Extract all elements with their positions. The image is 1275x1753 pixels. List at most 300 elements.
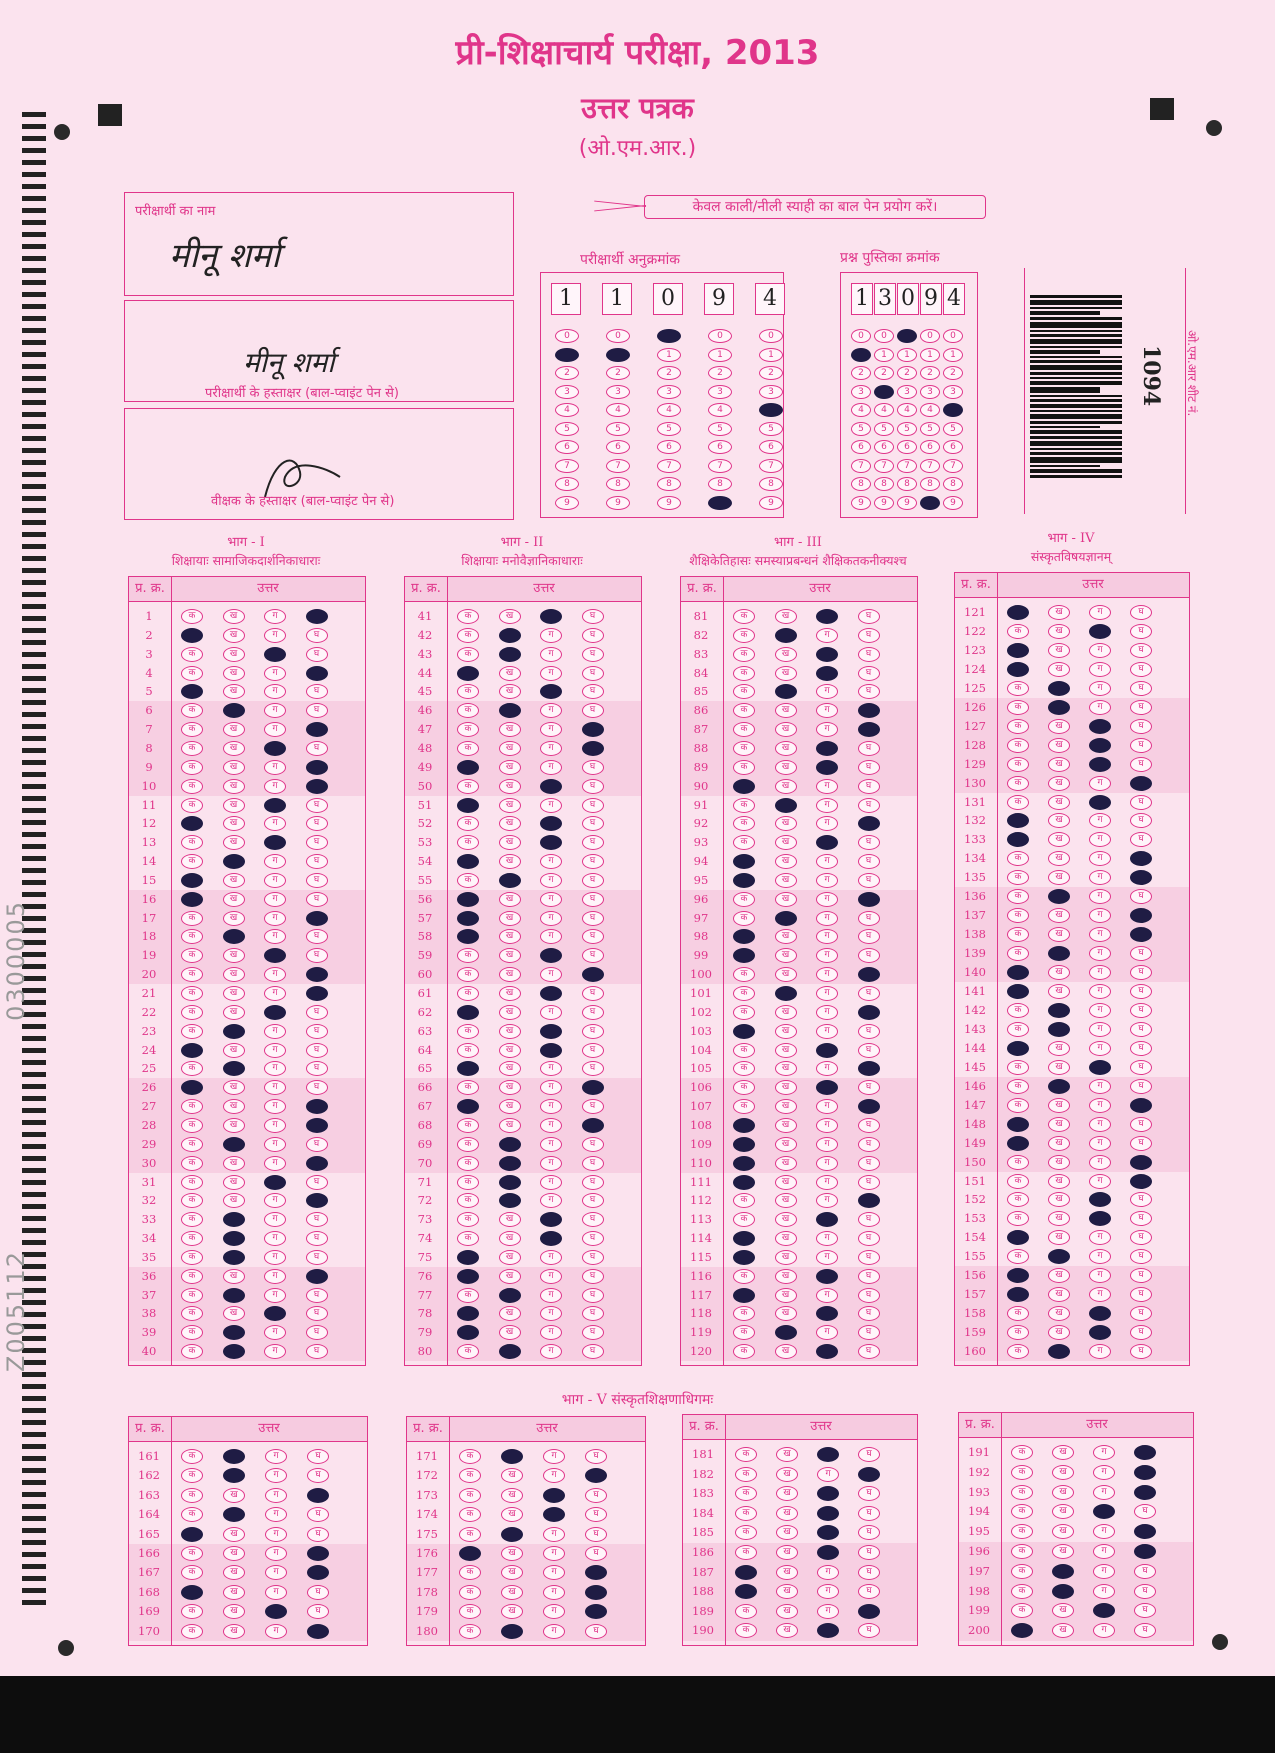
option-bubble[interactable] xyxy=(181,816,203,831)
option-bubble[interactable]: ख xyxy=(1048,1174,1070,1189)
option-bubble[interactable]: ख xyxy=(223,647,245,662)
option-bubble[interactable]: घ xyxy=(306,1175,328,1190)
option-bubble[interactable] xyxy=(223,1325,245,1340)
option-bubble[interactable]: घ xyxy=(1134,1584,1156,1599)
option-bubble[interactable]: ग xyxy=(816,1137,838,1152)
option-bubble[interactable]: क xyxy=(733,760,755,775)
option-bubble[interactable]: ग xyxy=(1093,1564,1115,1579)
option-bubble[interactable]: ख xyxy=(1048,1155,1070,1170)
option-bubble[interactable]: ख xyxy=(1048,1192,1070,1207)
option-bubble[interactable] xyxy=(582,722,604,737)
option-bubble[interactable]: घ xyxy=(582,666,604,681)
option-bubble[interactable]: ग xyxy=(1089,643,1111,658)
option-bubble[interactable]: क xyxy=(181,1449,203,1464)
option-bubble[interactable]: क xyxy=(181,1488,203,1503)
option-bubble[interactable] xyxy=(1134,1445,1156,1460)
option-bubble[interactable] xyxy=(1048,1344,1070,1359)
option-bubble[interactable] xyxy=(306,1193,328,1208)
option-bubble[interactable]: घ xyxy=(585,1527,607,1542)
option-bubble[interactable] xyxy=(499,873,521,888)
option-bubble[interactable]: ग xyxy=(1093,1623,1115,1638)
option-bubble[interactable]: क xyxy=(181,929,203,944)
option-bubble[interactable]: घ xyxy=(306,684,328,699)
option-bubble[interactable] xyxy=(1007,1041,1029,1056)
option-bubble[interactable]: ग xyxy=(540,892,562,907)
digit-bubble[interactable]: 0 xyxy=(759,329,783,343)
option-bubble[interactable]: ग xyxy=(264,1061,286,1076)
option-bubble[interactable]: क xyxy=(181,1604,203,1619)
option-bubble[interactable]: ग xyxy=(816,816,838,831)
option-bubble[interactable] xyxy=(181,873,203,888)
option-bubble[interactable]: ख xyxy=(223,816,245,831)
digit-bubble[interactable]: 7 xyxy=(759,459,783,473)
option-bubble[interactable]: क xyxy=(181,722,203,737)
option-bubble[interactable]: घ xyxy=(306,854,328,869)
option-bubble[interactable]: क xyxy=(1011,1504,1033,1519)
option-bubble[interactable]: ग xyxy=(816,1099,838,1114)
option-bubble[interactable]: ग xyxy=(265,1565,287,1580)
option-bubble[interactable]: ग xyxy=(816,911,838,926)
option-bubble[interactable]: ख xyxy=(499,1325,521,1340)
digit-bubble[interactable]: 0 xyxy=(851,329,871,343)
option-bubble[interactable]: घ xyxy=(858,873,880,888)
option-bubble[interactable]: ख xyxy=(775,892,797,907)
option-bubble[interactable]: क xyxy=(735,1486,757,1501)
option-bubble[interactable]: ख xyxy=(775,929,797,944)
digit-bubble[interactable] xyxy=(555,348,579,362)
option-bubble[interactable]: क xyxy=(181,779,203,794)
option-bubble[interactable] xyxy=(264,1005,286,1020)
option-bubble[interactable]: ग xyxy=(540,703,562,718)
option-bubble[interactable]: क xyxy=(1007,1155,1029,1170)
option-bubble[interactable] xyxy=(1089,624,1111,639)
option-bubble[interactable]: ग xyxy=(264,854,286,869)
option-bubble[interactable]: ख xyxy=(223,1005,245,1020)
option-bubble[interactable]: ग xyxy=(540,1193,562,1208)
option-bubble[interactable]: ग xyxy=(540,1269,562,1284)
option-bubble[interactable]: क xyxy=(181,1212,203,1227)
option-bubble[interactable]: ग xyxy=(264,1118,286,1133)
option-bubble[interactable]: ग xyxy=(265,1449,287,1464)
option-bubble[interactable] xyxy=(858,1604,880,1619)
option-bubble[interactable]: घ xyxy=(582,779,604,794)
option-bubble[interactable]: क xyxy=(457,1118,479,1133)
option-bubble[interactable]: क xyxy=(181,1344,203,1359)
option-bubble[interactable] xyxy=(816,666,838,681)
option-bubble[interactable] xyxy=(1007,1136,1029,1151)
option-bubble[interactable]: घ xyxy=(306,892,328,907)
option-bubble[interactable]: क xyxy=(733,684,755,699)
option-bubble[interactable]: घ xyxy=(1134,1623,1156,1638)
option-bubble[interactable]: ग xyxy=(1089,1003,1111,1018)
option-bubble[interactable]: घ xyxy=(582,1005,604,1020)
option-bubble[interactable] xyxy=(1048,1003,1070,1018)
option-bubble[interactable] xyxy=(501,1527,523,1542)
option-bubble[interactable]: क xyxy=(457,948,479,963)
option-bubble[interactable] xyxy=(1007,605,1029,620)
option-bubble[interactable]: ख xyxy=(223,1565,245,1580)
digit-bubble[interactable]: 7 xyxy=(708,459,732,473)
option-bubble[interactable]: घ xyxy=(858,854,880,869)
option-bubble[interactable]: क xyxy=(733,798,755,813)
option-bubble[interactable]: ग xyxy=(264,760,286,775)
option-bubble[interactable]: ख xyxy=(775,1288,797,1303)
option-bubble[interactable]: ख xyxy=(1048,1211,1070,1226)
option-bubble[interactable]: ग xyxy=(816,1250,838,1265)
option-bubble[interactable] xyxy=(457,1005,479,1020)
option-bubble[interactable] xyxy=(457,760,479,775)
option-bubble[interactable]: घ xyxy=(306,1080,328,1095)
digit-bubble[interactable]: 2 xyxy=(920,366,940,380)
option-bubble[interactable] xyxy=(499,1288,521,1303)
option-bubble[interactable]: क xyxy=(1007,700,1029,715)
option-bubble[interactable]: क xyxy=(181,1269,203,1284)
option-bubble[interactable]: ग xyxy=(1089,946,1111,961)
option-bubble[interactable] xyxy=(264,741,286,756)
option-bubble[interactable]: क xyxy=(181,1507,203,1522)
option-bubble[interactable]: ख xyxy=(499,722,521,737)
option-bubble[interactable]: घ xyxy=(1130,757,1152,772)
digit-bubble[interactable]: 9 xyxy=(874,496,894,510)
option-bubble[interactable]: ख xyxy=(775,1043,797,1058)
option-bubble[interactable]: घ xyxy=(585,1546,607,1561)
option-bubble[interactable]: ग xyxy=(264,1137,286,1152)
option-bubble[interactable]: क xyxy=(1007,1306,1029,1321)
digit-bubble[interactable]: 5 xyxy=(920,422,940,436)
option-bubble[interactable]: क xyxy=(1007,1022,1029,1037)
option-bubble[interactable]: क xyxy=(459,1585,481,1600)
option-bubble[interactable]: ख xyxy=(776,1604,798,1619)
option-bubble[interactable]: घ xyxy=(1130,700,1152,715)
option-bubble[interactable]: ग xyxy=(816,929,838,944)
digit-bubble[interactable]: 3 xyxy=(920,385,940,399)
option-bubble[interactable]: क xyxy=(181,1624,203,1639)
option-bubble[interactable] xyxy=(1093,1504,1115,1519)
option-bubble[interactable]: क xyxy=(459,1488,481,1503)
option-bubble[interactable]: ग xyxy=(540,929,562,944)
option-bubble[interactable]: क xyxy=(1007,1211,1029,1226)
option-bubble[interactable] xyxy=(181,628,203,643)
digit-bubble[interactable]: 3 xyxy=(708,385,732,399)
option-bubble[interactable]: घ xyxy=(1130,681,1152,696)
option-bubble[interactable] xyxy=(858,892,880,907)
option-bubble[interactable]: घ xyxy=(858,666,880,681)
option-bubble[interactable]: घ xyxy=(1130,1060,1152,1075)
option-bubble[interactable]: ग xyxy=(264,684,286,699)
option-bubble[interactable]: ग xyxy=(816,854,838,869)
option-bubble[interactable]: घ xyxy=(306,1288,328,1303)
digit-bubble[interactable]: 9 xyxy=(555,496,579,510)
option-bubble[interactable]: घ xyxy=(1130,1211,1152,1226)
digit-bubble[interactable]: 8 xyxy=(555,477,579,491)
option-bubble[interactable] xyxy=(1089,719,1111,734)
option-bubble[interactable] xyxy=(1052,1584,1074,1599)
option-bubble[interactable]: ख xyxy=(1048,927,1070,942)
digit-bubble[interactable]: 8 xyxy=(851,477,871,491)
option-bubble[interactable]: ख xyxy=(501,1585,523,1600)
digit-bubble[interactable]: 0 xyxy=(708,329,732,343)
option-bubble[interactable]: ख xyxy=(499,892,521,907)
option-bubble[interactable] xyxy=(264,1175,286,1190)
option-bubble[interactable]: ख xyxy=(499,967,521,982)
option-bubble[interactable] xyxy=(775,684,797,699)
digit-bubble[interactable]: 0 xyxy=(943,329,963,343)
option-bubble[interactable]: क xyxy=(1011,1584,1033,1599)
option-bubble[interactable]: क xyxy=(181,1231,203,1246)
option-bubble[interactable]: ख xyxy=(501,1604,523,1619)
option-bubble[interactable]: ग xyxy=(264,666,286,681)
option-bubble[interactable] xyxy=(733,873,755,888)
option-bubble[interactable]: क xyxy=(181,1099,203,1114)
digit-bubble[interactable]: 4 xyxy=(606,403,630,417)
digit-bubble[interactable] xyxy=(657,329,681,343)
option-bubble[interactable]: ख xyxy=(499,666,521,681)
option-bubble[interactable]: ख xyxy=(1048,1325,1070,1340)
digit-bubble[interactable]: 2 xyxy=(708,366,732,380)
option-bubble[interactable]: ग xyxy=(540,854,562,869)
option-bubble[interactable]: क xyxy=(733,967,755,982)
option-bubble[interactable]: ग xyxy=(816,873,838,888)
option-bubble[interactable]: ख xyxy=(499,1099,521,1114)
option-bubble[interactable]: ग xyxy=(1089,681,1111,696)
option-bubble[interactable]: क xyxy=(181,1175,203,1190)
option-bubble[interactable]: ग xyxy=(1093,1584,1115,1599)
option-bubble[interactable] xyxy=(1089,795,1111,810)
option-bubble[interactable]: ख xyxy=(223,1624,245,1639)
option-bubble[interactable]: घ xyxy=(858,1156,880,1171)
option-bubble[interactable]: ग xyxy=(264,1212,286,1227)
option-bubble[interactable]: क xyxy=(1007,795,1029,810)
option-bubble[interactable]: क xyxy=(1007,1249,1029,1264)
option-bubble[interactable] xyxy=(1089,1192,1111,1207)
option-bubble[interactable]: ख xyxy=(1048,908,1070,923)
option-bubble[interactable]: घ xyxy=(1130,662,1152,677)
option-bubble[interactable]: ग xyxy=(540,741,562,756)
digit-bubble[interactable]: 4 xyxy=(555,403,579,417)
option-bubble[interactable] xyxy=(858,722,880,737)
option-bubble[interactable]: घ xyxy=(582,873,604,888)
option-bubble[interactable]: क xyxy=(1007,1079,1029,1094)
option-bubble[interactable] xyxy=(1048,700,1070,715)
option-bubble[interactable]: ग xyxy=(817,1604,839,1619)
option-bubble[interactable]: ग xyxy=(540,1080,562,1095)
digit-bubble[interactable]: 2 xyxy=(851,366,871,380)
option-bubble[interactable]: ख xyxy=(775,967,797,982)
option-bubble[interactable]: घ xyxy=(1130,984,1152,999)
option-bubble[interactable]: ग xyxy=(1089,605,1111,620)
digit-bubble[interactable]: 2 xyxy=(943,366,963,380)
option-bubble[interactable] xyxy=(501,1624,523,1639)
option-bubble[interactable]: ग xyxy=(265,1624,287,1639)
option-bubble[interactable]: क xyxy=(457,1043,479,1058)
option-bubble[interactable]: क xyxy=(457,647,479,662)
digit-bubble[interactable]: 2 xyxy=(759,366,783,380)
digit-bubble[interactable]: 5 xyxy=(874,422,894,436)
digit-bubble[interactable]: 6 xyxy=(897,440,917,454)
option-bubble[interactable]: घ xyxy=(1134,1504,1156,1519)
option-bubble[interactable] xyxy=(1089,1060,1111,1075)
option-bubble[interactable]: घ xyxy=(858,929,880,944)
option-bubble[interactable] xyxy=(1134,1465,1156,1480)
option-bubble[interactable]: क xyxy=(1007,946,1029,961)
option-bubble[interactable]: घ xyxy=(858,1306,880,1321)
option-bubble[interactable]: ख xyxy=(1048,813,1070,828)
option-bubble[interactable]: क xyxy=(1007,1174,1029,1189)
option-bubble[interactable]: क xyxy=(733,1080,755,1095)
option-bubble[interactable]: ग xyxy=(817,1467,839,1482)
option-bubble[interactable] xyxy=(306,722,328,737)
digit-bubble[interactable]: 8 xyxy=(943,477,963,491)
option-bubble[interactable] xyxy=(306,1099,328,1114)
option-bubble[interactable]: घ xyxy=(858,1231,880,1246)
digit-bubble[interactable] xyxy=(759,403,783,417)
option-bubble[interactable]: क xyxy=(1011,1544,1033,1559)
option-bubble[interactable]: घ xyxy=(582,1156,604,1171)
option-bubble[interactable]: घ xyxy=(858,1325,880,1340)
option-bubble[interactable]: क xyxy=(1011,1445,1033,1460)
option-bubble[interactable]: क xyxy=(181,1565,203,1580)
option-bubble[interactable]: घ xyxy=(1134,1564,1156,1579)
option-bubble[interactable]: ख xyxy=(1052,1504,1074,1519)
option-bubble[interactable]: घ xyxy=(585,1488,607,1503)
option-bubble[interactable]: ग xyxy=(816,779,838,794)
option-bubble[interactable]: क xyxy=(457,1137,479,1152)
option-bubble[interactable]: क xyxy=(733,911,755,926)
option-bubble[interactable]: क xyxy=(1007,719,1029,734)
option-bubble[interactable]: ख xyxy=(1052,1603,1074,1618)
option-bubble[interactable] xyxy=(1134,1524,1156,1539)
option-bubble[interactable] xyxy=(733,854,755,869)
option-bubble[interactable]: ख xyxy=(499,798,521,813)
option-bubble[interactable] xyxy=(223,703,245,718)
digit-bubble[interactable]: 2 xyxy=(606,366,630,380)
option-bubble[interactable]: ग xyxy=(1089,832,1111,847)
option-bubble[interactable] xyxy=(1007,1230,1029,1245)
option-bubble[interactable]: ख xyxy=(223,1175,245,1190)
option-bubble[interactable]: क xyxy=(1007,1098,1029,1113)
option-bubble[interactable]: घ xyxy=(582,1325,604,1340)
option-bubble[interactable] xyxy=(858,1099,880,1114)
option-bubble[interactable]: क xyxy=(457,703,479,718)
option-bubble[interactable]: घ xyxy=(1130,738,1152,753)
option-bubble[interactable]: ग xyxy=(540,1005,562,1020)
option-bubble[interactable] xyxy=(858,703,880,718)
option-bubble[interactable] xyxy=(181,892,203,907)
option-bubble[interactable]: क xyxy=(181,760,203,775)
option-bubble[interactable]: ख xyxy=(1048,1117,1070,1132)
option-bubble[interactable]: क xyxy=(459,1565,481,1580)
digit-bubble[interactable]: 9 xyxy=(851,496,871,510)
option-bubble[interactable]: क xyxy=(1011,1465,1033,1480)
option-bubble[interactable]: ग xyxy=(264,1099,286,1114)
option-bubble[interactable]: ग xyxy=(1089,776,1111,791)
option-bubble[interactable]: क xyxy=(181,647,203,662)
option-bubble[interactable]: घ xyxy=(306,1137,328,1152)
option-bubble[interactable]: घ xyxy=(582,1137,604,1152)
option-bubble[interactable]: क xyxy=(733,647,755,662)
option-bubble[interactable] xyxy=(858,1005,880,1020)
digit-bubble[interactable]: 6 xyxy=(606,440,630,454)
option-bubble[interactable]: घ xyxy=(1130,795,1152,810)
option-bubble[interactable]: ग xyxy=(816,722,838,737)
option-bubble[interactable]: ख xyxy=(223,948,245,963)
option-bubble[interactable] xyxy=(1130,776,1152,791)
option-bubble[interactable] xyxy=(858,1193,880,1208)
option-bubble[interactable]: घ xyxy=(858,1137,880,1152)
digit-bubble[interactable]: 9 xyxy=(759,496,783,510)
option-bubble[interactable] xyxy=(1089,757,1111,772)
digit-bubble[interactable]: 5 xyxy=(606,422,630,436)
digit-bubble[interactable] xyxy=(708,496,732,510)
option-bubble[interactable] xyxy=(457,1099,479,1114)
digit-bubble[interactable]: 6 xyxy=(657,440,681,454)
option-bubble[interactable]: ग xyxy=(816,798,838,813)
option-bubble[interactable]: ग xyxy=(264,1080,286,1095)
option-bubble[interactable]: ख xyxy=(499,1212,521,1227)
option-bubble[interactable]: ख xyxy=(1048,1306,1070,1321)
option-bubble[interactable]: ग xyxy=(264,1325,286,1340)
option-bubble[interactable]: क xyxy=(181,1193,203,1208)
option-bubble[interactable]: क xyxy=(735,1447,757,1462)
option-bubble[interactable] xyxy=(733,1288,755,1303)
option-bubble[interactable]: घ xyxy=(307,1507,329,1522)
option-bubble[interactable]: घ xyxy=(306,798,328,813)
option-bubble[interactable] xyxy=(306,967,328,982)
option-bubble[interactable]: घ xyxy=(306,1005,328,1020)
option-bubble[interactable]: क xyxy=(733,1269,755,1284)
option-bubble[interactable]: क xyxy=(457,1080,479,1095)
option-bubble[interactable]: ख xyxy=(775,1175,797,1190)
option-bubble[interactable]: ग xyxy=(543,1604,565,1619)
option-bubble[interactable] xyxy=(540,779,562,794)
option-bubble[interactable]: ग xyxy=(816,1231,838,1246)
digit-bubble[interactable]: 2 xyxy=(874,366,894,380)
option-bubble[interactable]: ख xyxy=(223,1527,245,1542)
option-bubble[interactable]: ग xyxy=(543,1546,565,1561)
option-bubble[interactable]: ग xyxy=(1089,870,1111,885)
option-bubble[interactable]: ग xyxy=(543,1585,565,1600)
option-bubble[interactable]: घ xyxy=(307,1449,329,1464)
digit-bubble[interactable]: 1 xyxy=(874,348,894,362)
option-bubble[interactable]: घ xyxy=(585,1507,607,1522)
option-bubble[interactable]: क xyxy=(735,1545,757,1560)
option-bubble[interactable]: क xyxy=(733,628,755,643)
option-bubble[interactable] xyxy=(540,684,562,699)
option-bubble[interactable] xyxy=(457,911,479,926)
option-bubble[interactable]: ख xyxy=(1048,624,1070,639)
digit-bubble[interactable]: 6 xyxy=(555,440,579,454)
option-bubble[interactable] xyxy=(1048,1022,1070,1037)
option-bubble[interactable] xyxy=(459,1546,481,1561)
option-bubble[interactable]: ख xyxy=(1048,1098,1070,1113)
option-bubble[interactable]: ग xyxy=(264,967,286,982)
option-bubble[interactable]: घ xyxy=(1130,643,1152,658)
digit-bubble[interactable]: 3 xyxy=(759,385,783,399)
option-bubble[interactable]: ग xyxy=(540,628,562,643)
option-bubble[interactable]: ख xyxy=(1048,776,1070,791)
option-bubble[interactable] xyxy=(585,1468,607,1483)
option-bubble[interactable]: ख xyxy=(775,1250,797,1265)
option-bubble[interactable]: ख xyxy=(775,1080,797,1095)
option-bubble[interactable]: क xyxy=(457,1193,479,1208)
option-bubble[interactable]: ग xyxy=(816,1193,838,1208)
option-bubble[interactable]: घ xyxy=(858,628,880,643)
option-bubble[interactable]: ग xyxy=(264,703,286,718)
digit-bubble[interactable]: 7 xyxy=(851,459,871,473)
digit-bubble[interactable]: 2 xyxy=(657,366,681,380)
option-bubble[interactable]: घ xyxy=(1130,813,1152,828)
option-bubble[interactable]: ख xyxy=(223,1080,245,1095)
